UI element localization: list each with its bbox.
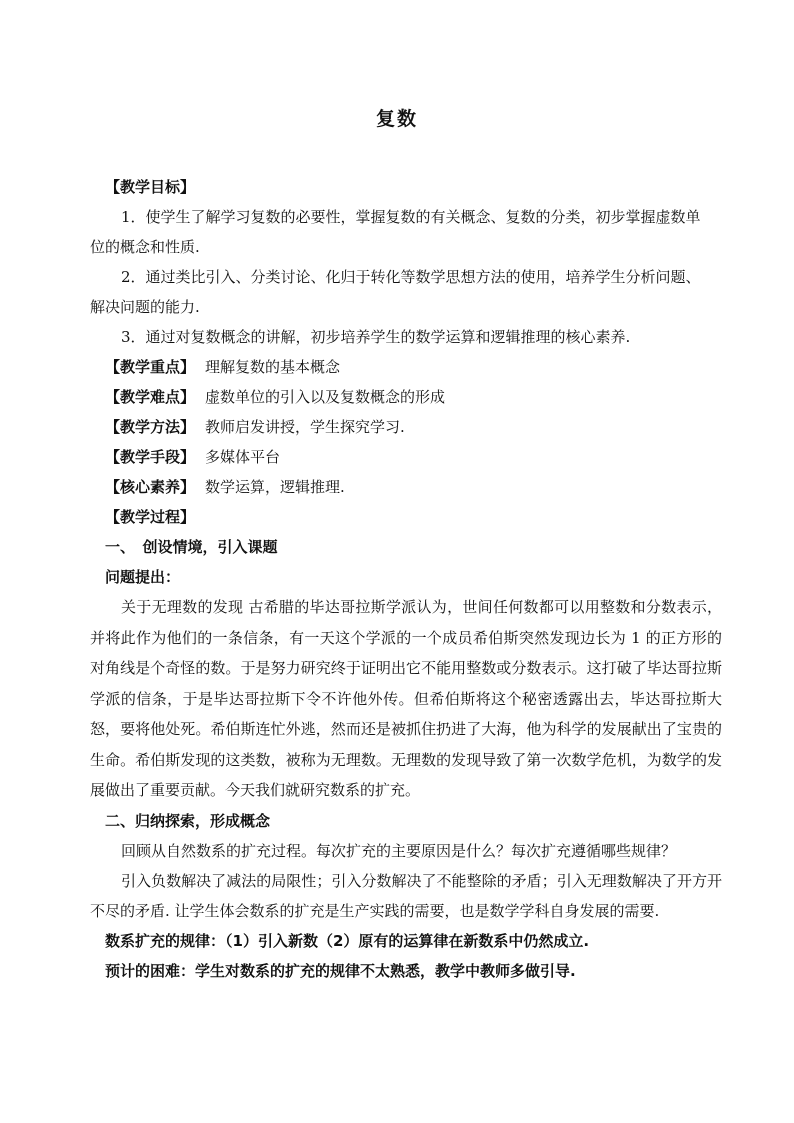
expansion-paragraph: 引入负数解决了减法的局限性；引入分数解决了不能整除的矛盾；引入无理数解决了开方开不尽的矛盾. 让学生体会数系的扩充是生产实践的需要，也是数学学科自身发展的需要. [90, 871, 722, 920]
key-point-value: 虚数单位的引入以及复数概念的形成 [205, 388, 446, 406]
goal-2-line-2: 解决问题的能力. [90, 298, 200, 316]
process-heading: 【教学过程】 [105, 508, 196, 526]
goal-2-line-1: 2．通过类比引入、分类讨论、化归于转化等数学思想方法的使用，培养学生分析问题、 [121, 268, 701, 286]
section-1-heading: 一、 创设情境，引入课题 [105, 538, 278, 556]
section-2-heading: 二、归纳探索，形成概念 [105, 811, 271, 830]
key-point-value: 数学运算，逻辑推理. [205, 478, 345, 496]
goal-1-line-1: 1．使学生了解学习复数的必要性，掌握复数的有关概念、复数的分类，初步掌握虚数单 [121, 208, 701, 226]
expected-difficulty: 预计的困难：学生对数系的扩充的规律不太熟悉，教学中教师多做引导. [105, 961, 576, 980]
key-point-focus [90, 352, 722, 382]
page-title: 复数 [375, 108, 418, 130]
key-point-label: 【教学手段】 [105, 448, 196, 466]
story-paragraph: 关于无理数的发现 古希腊的毕达哥拉斯学派认为，世间任何数都可以用整数和分数表示，并将此作为他们的一条信条，有一天这个学派的一个成员希伯斯突然发现边长为 1 的正方形的对角线是个奇怪的数。于是努力研究终于证明出它不能用整数或分数表示。这打破了毕达哥拉斯学派的信条，于是毕达哥拉斯下令不许他外传。但希伯斯将这个秘密透露出去，毕达哥拉斯大怒，要将他处死。希伯斯连忙外逃，然而还是被抓住扔进了大海，他为科学的发展献出了宝贵的生命。希伯斯发现的这类数，被称为无理数。无理数的发现导致了第一次数学危机，为数学的发展做出了重要贡献。今天我们就研究数系的扩充。 [90, 598, 722, 799]
goals-heading: 【教学目标】 [105, 178, 196, 196]
document-body [90, 172, 722, 986]
expansion-rule: 数系扩充的规律：（1）引入新数（2）原有的运算律在新数系中仍然成立. [105, 931, 590, 950]
key-point-label: 【教学重点】 [105, 358, 196, 376]
key-point-difficulty [90, 382, 722, 412]
goal-3: 3．通过对复数概念的讲解，初步培养学生的数学运算和逻辑推理的核心素养. [121, 328, 631, 346]
key-point-literacy [90, 472, 722, 502]
key-point-method [90, 412, 722, 442]
key-point-label: 【教学难点】 [105, 388, 196, 406]
key-point-label: 【教学方法】 [105, 418, 196, 436]
key-point-value: 多媒体平台 [205, 448, 281, 466]
question-label: 问题提出： [105, 568, 181, 586]
key-point-means [90, 442, 722, 472]
goal-1-line-2: 位的概念和性质. [90, 238, 200, 256]
key-point-value: 教师启发讲授，学生探究学习. [205, 418, 405, 436]
review-paragraph: 回顾从自然数系的扩充过程。每次扩充的主要原因是什么？每次扩充遵循哪些规律？ [121, 841, 677, 860]
key-point-label: 【核心素养】 [105, 478, 196, 496]
key-point-value: 理解复数的基本概念 [205, 358, 341, 376]
